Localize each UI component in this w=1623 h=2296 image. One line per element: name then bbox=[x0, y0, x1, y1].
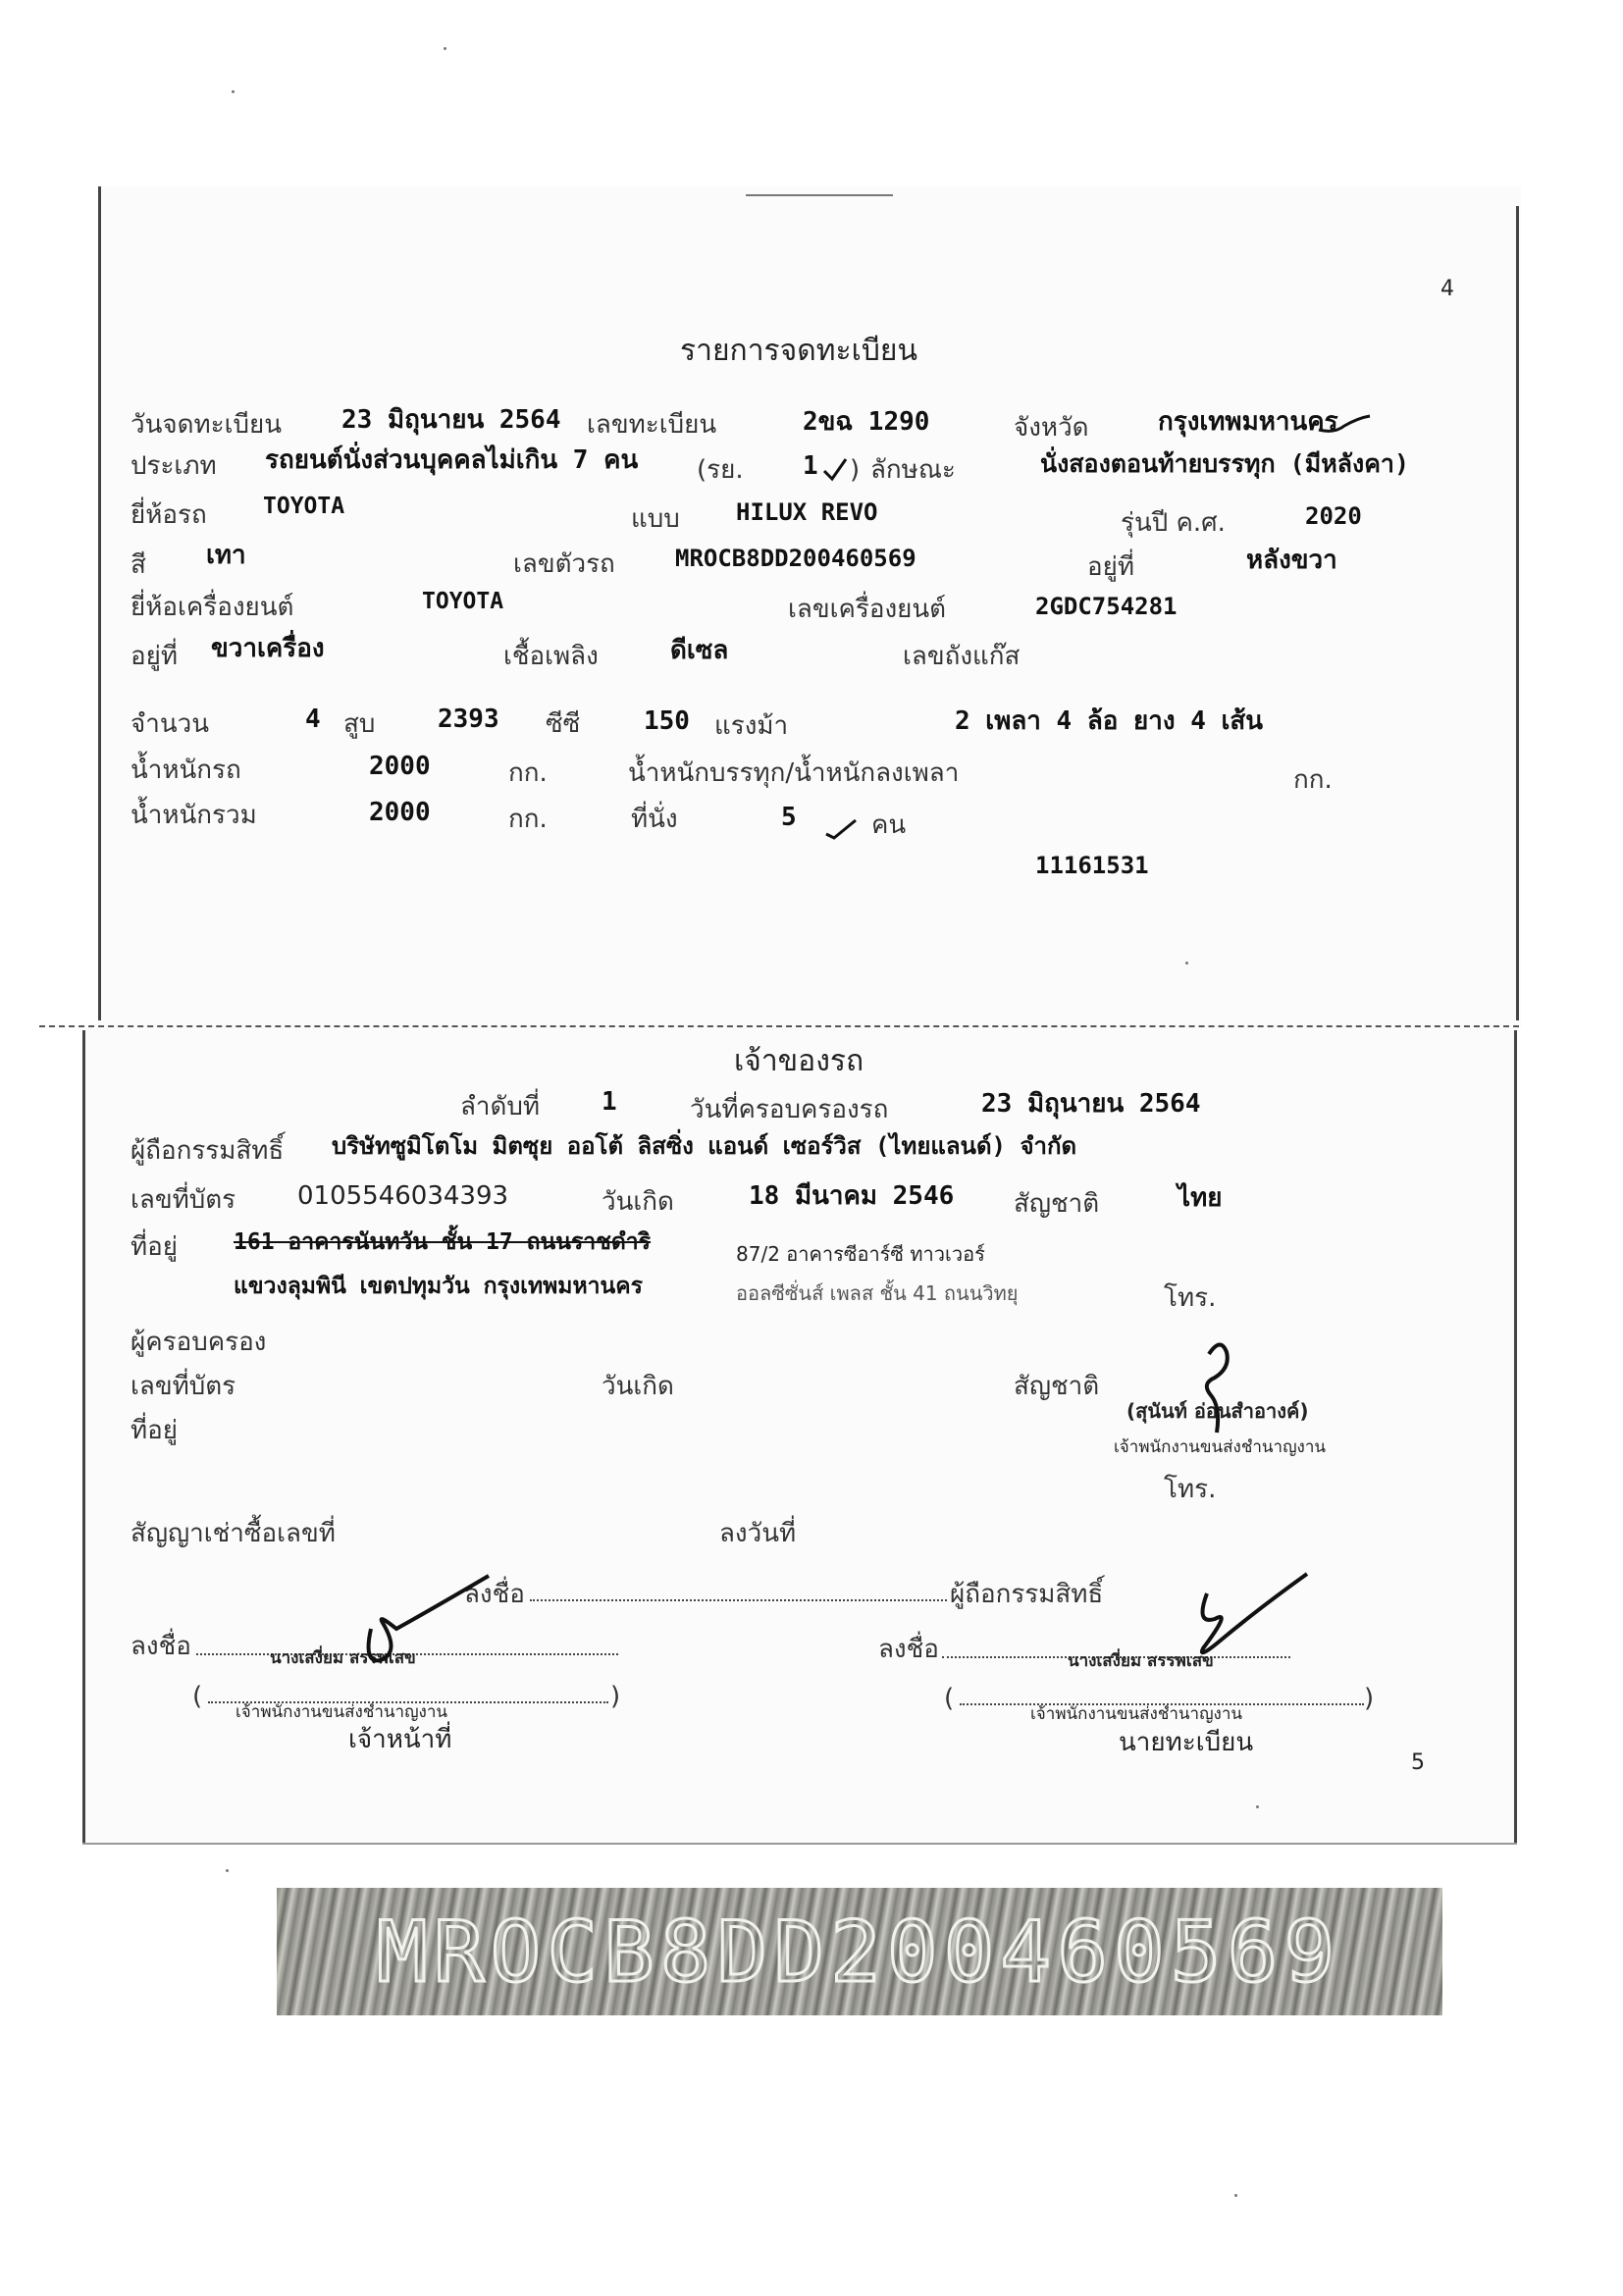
province-label: จังหวัด bbox=[1014, 413, 1089, 443]
right-role: นายทะเบียน bbox=[1119, 1728, 1254, 1757]
address-new-2: ออลซีซั่นส์ เพลส ชั้น 41 ถนนวิทยุ bbox=[736, 1281, 1019, 1305]
check-mark-icon bbox=[822, 812, 862, 842]
count-label: จำนวน bbox=[131, 709, 209, 739]
lower-bottom-edge bbox=[82, 1843, 1517, 1845]
upper-right-edge bbox=[1516, 206, 1519, 1020]
engine-pos-value: ขวาเครื่อง bbox=[211, 634, 325, 663]
chassis-label: เลขตัวรถ bbox=[513, 549, 615, 579]
holder-value: บริษัทซูมิโตโม มิตซุย ออโต้ ลิสซิ่ง แอนด์ เซอร์วิส (ไทยแลนด์) จำกัด bbox=[332, 1132, 1077, 1160]
stamp-title: เจ้าพนักงานขนส่งชำนาญงาน bbox=[1114, 1437, 1327, 1457]
page-number-bottom: 5 bbox=[1411, 1750, 1425, 1775]
scan-speck bbox=[1234, 2194, 1237, 2197]
address-old: 161 อาคารนันทวัน ชั้น 17 ถนนราชดำริ bbox=[234, 1229, 652, 1255]
birth2-label: วันเกิด bbox=[602, 1372, 674, 1401]
scan-speck bbox=[444, 47, 446, 50]
nationality2-label: สัญชาติ bbox=[1014, 1372, 1100, 1401]
address2-label: ที่อยู่ bbox=[131, 1416, 178, 1445]
year-label: รุ่นปี ค.ศ. bbox=[1121, 508, 1226, 538]
color-label: สี bbox=[131, 550, 146, 580]
check-mark-icon bbox=[820, 453, 850, 483]
cc-label: ซีซี bbox=[546, 709, 581, 739]
left-paren-close: ) bbox=[610, 1682, 621, 1711]
holder-sign-role: ผู้ถือกรรมสิทธิ์ bbox=[950, 1580, 1104, 1609]
model-label: แบบ bbox=[631, 504, 680, 534]
weight-value: 2000 bbox=[369, 752, 431, 781]
stamp-signature-icon bbox=[1187, 1334, 1246, 1442]
model-value: HILUX REVO bbox=[736, 498, 878, 526]
lower-right-edge bbox=[1514, 1030, 1517, 1845]
id-label: เลขที่บัตร bbox=[131, 1185, 236, 1215]
engine-no-label: เลขเครื่องยนต์ bbox=[788, 595, 947, 624]
chassis-pos-value: หลังขวา bbox=[1246, 546, 1337, 575]
fold-line bbox=[39, 1025, 1519, 1027]
possessor-label: ผู้ครอบครอง bbox=[131, 1328, 267, 1357]
total-weight-label: น้ำหนักรวม bbox=[131, 801, 257, 830]
load-unit: กก. bbox=[1293, 765, 1333, 795]
fuel-label: เชื้อเพลิง bbox=[503, 642, 599, 671]
right-paren-close: ) bbox=[1364, 1684, 1375, 1713]
seq-value: 1 bbox=[602, 1087, 617, 1117]
birth-value: 18 มีนาคม 2546 bbox=[749, 1181, 955, 1211]
cc-value: 2393 bbox=[438, 704, 499, 734]
holder-sign-label: ลงชื่อ bbox=[464, 1580, 525, 1609]
brand-value: TOYOTA bbox=[263, 494, 345, 519]
engine-brand-label: ยี่ห้อเครื่องยนต์ bbox=[131, 593, 294, 622]
hp-value: 150 bbox=[644, 706, 690, 736]
upper-left-edge bbox=[98, 186, 101, 1020]
left-signature-icon bbox=[324, 1570, 500, 1678]
total-weight-value: 2000 bbox=[369, 798, 431, 827]
phone2-label: โทร. bbox=[1164, 1475, 1217, 1504]
right-sig-title: เจ้าพนักงานขนส่งชำนาญงาน bbox=[1030, 1704, 1243, 1724]
possession-date-label: วันที่ครอบครองรถ bbox=[690, 1095, 889, 1124]
style-value: นั่งสองตอนท้ายบรรทุก (มีหลังคา) bbox=[1040, 449, 1410, 478]
left-role: เจ้าหน้าที่ bbox=[348, 1725, 452, 1754]
brand-label: ยี่ห้อรถ bbox=[131, 500, 207, 530]
hp-label: แรงม้า bbox=[714, 711, 789, 741]
cyl-label: สูบ bbox=[343, 709, 376, 739]
style-label: ลักษณะ bbox=[870, 455, 956, 485]
axle-value: 2 เพลา 4 ล้อ ยาง 4 เส้น bbox=[955, 706, 1264, 736]
address-label: ที่อยู่ bbox=[131, 1232, 178, 1262]
rs-value: 1 bbox=[803, 451, 818, 481]
type-label: ประเภท bbox=[131, 451, 217, 481]
seats-unit: คน bbox=[871, 810, 907, 840]
reg-date-label: วันจดทะเบียน bbox=[131, 410, 282, 440]
chassis-value: MROCB8DD200460569 bbox=[675, 545, 916, 572]
engine-brand-value: TOYOTA bbox=[422, 589, 504, 614]
address-new-1: 87/2 อาคารซีอาร์ซี ทาวเวอร์ bbox=[736, 1242, 985, 1266]
right-sig-name: นางเสงี่ยม สรรพเสข bbox=[1068, 1651, 1214, 1671]
top-tick bbox=[746, 194, 893, 196]
page-number-top: 4 bbox=[1440, 277, 1454, 301]
right-paren-open: ( bbox=[944, 1684, 955, 1713]
engine-pos-label: อยู่ที่ bbox=[131, 642, 178, 671]
weight-label: น้ำหนักรถ bbox=[131, 756, 241, 785]
nationality-value: ไทย bbox=[1178, 1183, 1223, 1213]
scan-speck bbox=[1256, 1805, 1259, 1808]
plate-label: เลขทะเบียน bbox=[587, 410, 717, 440]
year-value: 2020 bbox=[1305, 502, 1362, 530]
weight-unit: กก. bbox=[508, 758, 548, 788]
possession-date-value: 23 มิถุนายน 2564 bbox=[981, 1089, 1201, 1119]
seats-value: 5 bbox=[781, 803, 797, 832]
serial-number: 11161531 bbox=[1035, 852, 1149, 879]
vin-rubbing-text: MROCB8DD200460569 bbox=[376, 1904, 1341, 2002]
rs-prefix: (รย. bbox=[697, 455, 744, 485]
stamp-name: (สุนันท์ อ่อนสำอางค์) bbox=[1126, 1399, 1309, 1423]
lease-date-label: ลงวันที่ bbox=[719, 1519, 797, 1548]
birth-label: วันเกิด bbox=[602, 1187, 674, 1217]
left-paren-open: ( bbox=[192, 1682, 203, 1711]
chassis-pos-label: อยู่ที่ bbox=[1087, 552, 1134, 582]
color-value: เทา bbox=[206, 541, 246, 570]
gas-tank-label: เลขถังแก๊ส bbox=[903, 642, 1021, 671]
lower-left-edge bbox=[82, 1030, 85, 1845]
right-signature-icon bbox=[1168, 1570, 1315, 1668]
owner-title: เจ้าของรถ bbox=[734, 1044, 864, 1078]
address-old-2: แขวงลุมพินี เขตปทุมวัน กรุงเทพมหานคร bbox=[234, 1274, 643, 1299]
seats-label: ที่นั่ง bbox=[631, 805, 678, 834]
left-sign-label: ลงชื่อ bbox=[131, 1632, 191, 1661]
scan-speck bbox=[232, 90, 235, 93]
cyl-value: 4 bbox=[305, 704, 321, 734]
total-weight-unit: กก. bbox=[508, 805, 548, 834]
type-value: รถยนต์นั่งส่วนบุคคลไม่เกิน 7 คน bbox=[265, 445, 639, 475]
load-label: น้ำหนักบรรทุก/น้ำหนักลงเพลา bbox=[628, 758, 960, 788]
fuel-value: ดีเซล bbox=[670, 636, 729, 665]
check-mark-icon bbox=[1315, 412, 1374, 442]
right-sign-label: ลงชื่อ bbox=[878, 1635, 939, 1664]
lease-label: สัญญาเช่าซื้อเลขที่ bbox=[131, 1519, 336, 1548]
left-sig-name: นางเสงี่ยม สรรพเสข bbox=[270, 1648, 416, 1668]
rs-suffix: ) bbox=[850, 455, 861, 485]
plate-value: 2ขฉ 1290 bbox=[803, 407, 930, 437]
registration-title: รายการจดทะเบียน bbox=[680, 334, 917, 368]
holder-label: ผู้ถือกรรมสิทธิ์ bbox=[131, 1136, 285, 1166]
scan-speck bbox=[1185, 962, 1188, 965]
holder-sign-line bbox=[530, 1599, 947, 1601]
engine-no-value: 2GDC754281 bbox=[1035, 593, 1178, 620]
phone-label: โทร. bbox=[1164, 1283, 1217, 1313]
seq-label: ลำดับที่ bbox=[460, 1092, 541, 1122]
nationality-label: สัญชาติ bbox=[1014, 1189, 1100, 1219]
id-value: 0105546034393 bbox=[297, 1181, 509, 1211]
left-sig-title: เจ้าพนักงานขนส่งชำนาญงาน bbox=[236, 1702, 448, 1722]
reg-date-value: 23 มิถุนายน 2564 bbox=[341, 405, 561, 435]
province-value: กรุงเทพมหานคร bbox=[1158, 407, 1338, 437]
scan-speck bbox=[226, 1869, 229, 1872]
id2-label: เลขที่บัตร bbox=[131, 1372, 236, 1401]
